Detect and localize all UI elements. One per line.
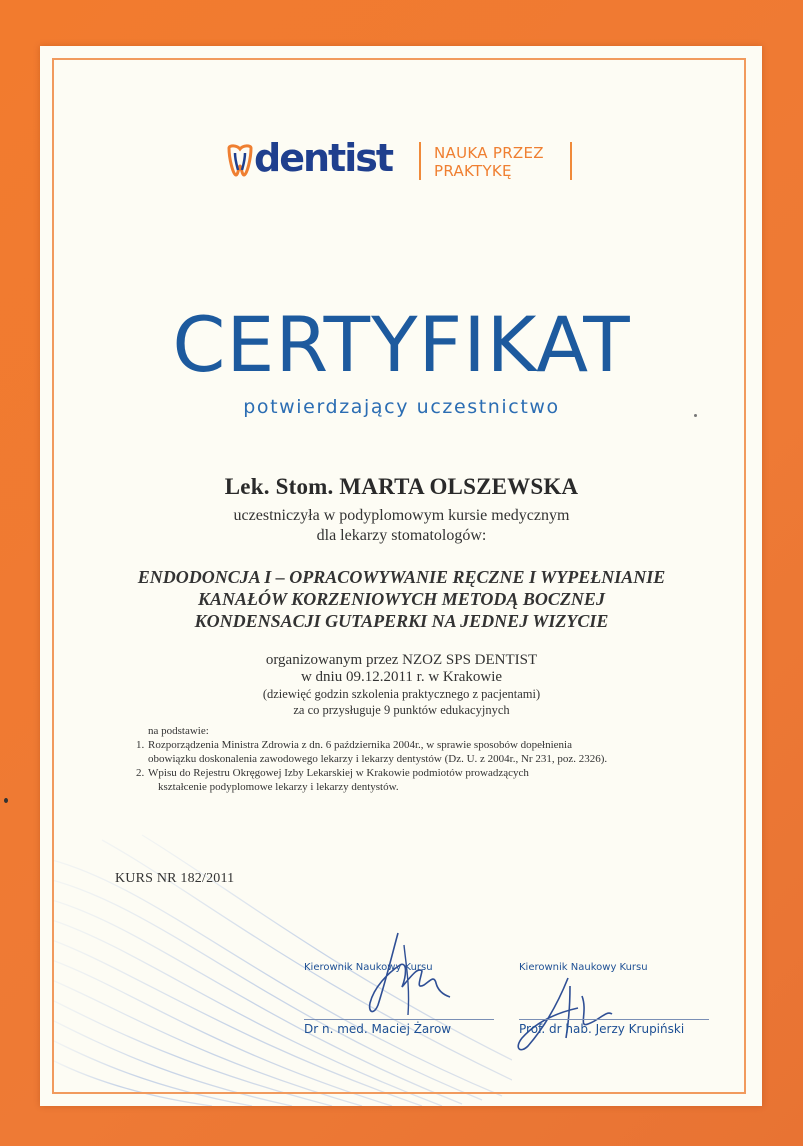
legal-basis-item-continued [124, 752, 684, 766]
legal-basis-number: 1. [136, 739, 145, 751]
legal-basis-text: Rozporządzenia Ministra Zdrowia z dn. 6 października 2004r., w sprawie sposobów dopełnienia [148, 739, 572, 751]
recipient-name: Lek. Stom. MARTA OLSZEWSKA [224, 474, 579, 499]
legal-basis-text: Wpisu do Rejestru Okręgowej Izby Lekarskiej w Krakowie podmiotów prowadzących [148, 767, 529, 779]
signature-line [304, 1019, 494, 1020]
logo-divider [570, 142, 572, 180]
participation-text [0, 506, 803, 546]
handwritten-signature [508, 968, 638, 1058]
handwritten-signature [360, 925, 460, 1020]
legal-basis-text: kształcenie podyplomowe lekarzy i lekarzy dentystów. [158, 781, 399, 793]
legal-basis [124, 724, 684, 794]
organizer-details [0, 652, 803, 718]
logo-tagline [434, 144, 574, 180]
legal-basis-item [124, 766, 684, 780]
certificate-subtitle: potwierdzający uczestnictwo [243, 396, 560, 418]
signature-line [519, 1019, 709, 1020]
participation-line: uczestniczyła w podyplomowym kursie medycznym [233, 507, 570, 524]
certificate-title: CERTYFIKAT [172, 300, 631, 389]
legal-basis-heading: na podstawie: [148, 725, 209, 737]
legal-basis-text: obowiązku doskonalenia zawodowego lekarzy i lekarzy dentystów (Dz. U. z 2004r., Nr 231, poz. 2326). [148, 753, 608, 765]
points-line: za co przysługuje 9 punktów edukacyjnych [293, 703, 510, 717]
course-title-line: KANAŁÓW KORZENIOWYCH METODĄ BOCZNEJ [198, 589, 605, 609]
logo-tagline-line: NAUKA PRZEZ [434, 144, 544, 162]
logo-divider [419, 142, 421, 180]
signatory-name: Prof. dr hab. Jerzy Krupiński [519, 1022, 685, 1036]
scan-speck [694, 414, 697, 417]
logo-wordmark: dentist [254, 136, 392, 180]
signature-role: Kierownik Naukowy Kursu [304, 962, 433, 973]
participation-line: dla lekarzy stomatologów: [316, 527, 487, 544]
hours-line: (dziewięć godzin szkolenia praktycznego z pacjentami) [262, 687, 541, 701]
tooth-icon [226, 144, 254, 178]
signatory-name: Dr n. med. Maciej Żarow [304, 1022, 452, 1036]
course-title-line: KONDENSACJI GUTAPERKI NA JEDNEJ WIZYCIE [194, 611, 609, 631]
organizer-line: organizowanym przez NZOZ SPS DENTIST [265, 652, 538, 668]
scan-speck [4, 798, 8, 803]
legal-basis-item [124, 738, 684, 752]
course-title-line: ENDODONCJA I – OPRACOWYWANIE RĘCZNE I WYPEŁNIANIE [137, 567, 666, 587]
course-number: KURS NR 182/2011 [115, 871, 235, 886]
dentist-logo [222, 132, 582, 192]
legal-basis-item-continued [124, 780, 684, 794]
signature-role: Kierownik Naukowy Kursu [519, 962, 648, 973]
legal-basis-number: 2. [136, 767, 145, 779]
logo-tagline-line: PRAKTYKĘ [434, 162, 512, 180]
date-line: w dniu 09.12.2011 r. w Krakowie [300, 669, 503, 685]
course-title [0, 566, 803, 632]
